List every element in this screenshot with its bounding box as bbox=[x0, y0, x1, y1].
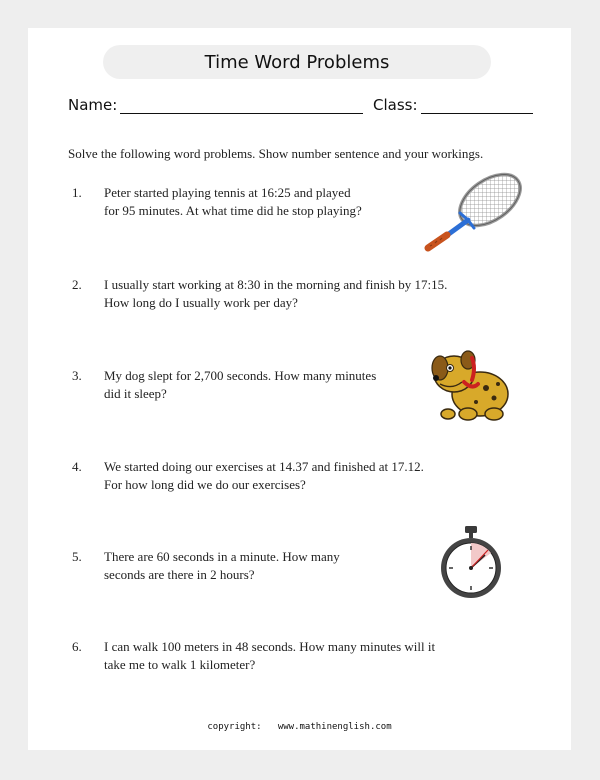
question-number: 5. bbox=[72, 549, 82, 564]
copyright-footer bbox=[28, 722, 571, 732]
class-blank-line bbox=[421, 113, 533, 114]
question-text: I can walk 100 meters in 48 seconds. How many minutes will it take me to walk 1 kilometer? bbox=[104, 639, 436, 672]
question-text: There are 60 seconds in a minute. How many seconds are there in 2 hours? bbox=[104, 549, 340, 582]
question-text: I usually start working at 8:30 in the morning and finish by 17:15. How long do I usually work per day? bbox=[104, 277, 448, 310]
worksheet-page bbox=[28, 28, 571, 750]
question-number: 6. bbox=[72, 639, 82, 654]
name-blank-line bbox=[120, 113, 363, 114]
stopwatch-icon bbox=[436, 522, 506, 602]
class-label: Class: bbox=[373, 96, 418, 114]
question-number: 1. bbox=[72, 185, 82, 200]
instructions-text: Solve the following word problems. Show number sentence and your workings. bbox=[68, 146, 484, 161]
name-label: Name: bbox=[68, 96, 118, 114]
question-number: 4. bbox=[72, 459, 82, 474]
copyright-site: www.mathinenglish.com bbox=[277, 722, 392, 732]
question-text: We started doing our exercises at 14.37 and finished at 17.12. For how long did we do our exercises? bbox=[104, 459, 424, 492]
question-number: 3. bbox=[72, 368, 82, 383]
tennis-racket-icon bbox=[416, 170, 528, 252]
question-text: My dog slept for 2,700 seconds. How many minutes did it sleep? bbox=[104, 368, 377, 401]
page-title bbox=[103, 45, 491, 79]
question-number: 2. bbox=[72, 277, 82, 292]
question-text: Peter started playing tennis at 16:25 and played for 95 minutes. At what time did he stop playing? bbox=[104, 185, 362, 218]
copyright-label: copyright: bbox=[207, 722, 262, 732]
name-class-row bbox=[68, 94, 534, 120]
page-title-text: Time Word Problems bbox=[204, 51, 390, 73]
dog-icon bbox=[428, 344, 514, 424]
